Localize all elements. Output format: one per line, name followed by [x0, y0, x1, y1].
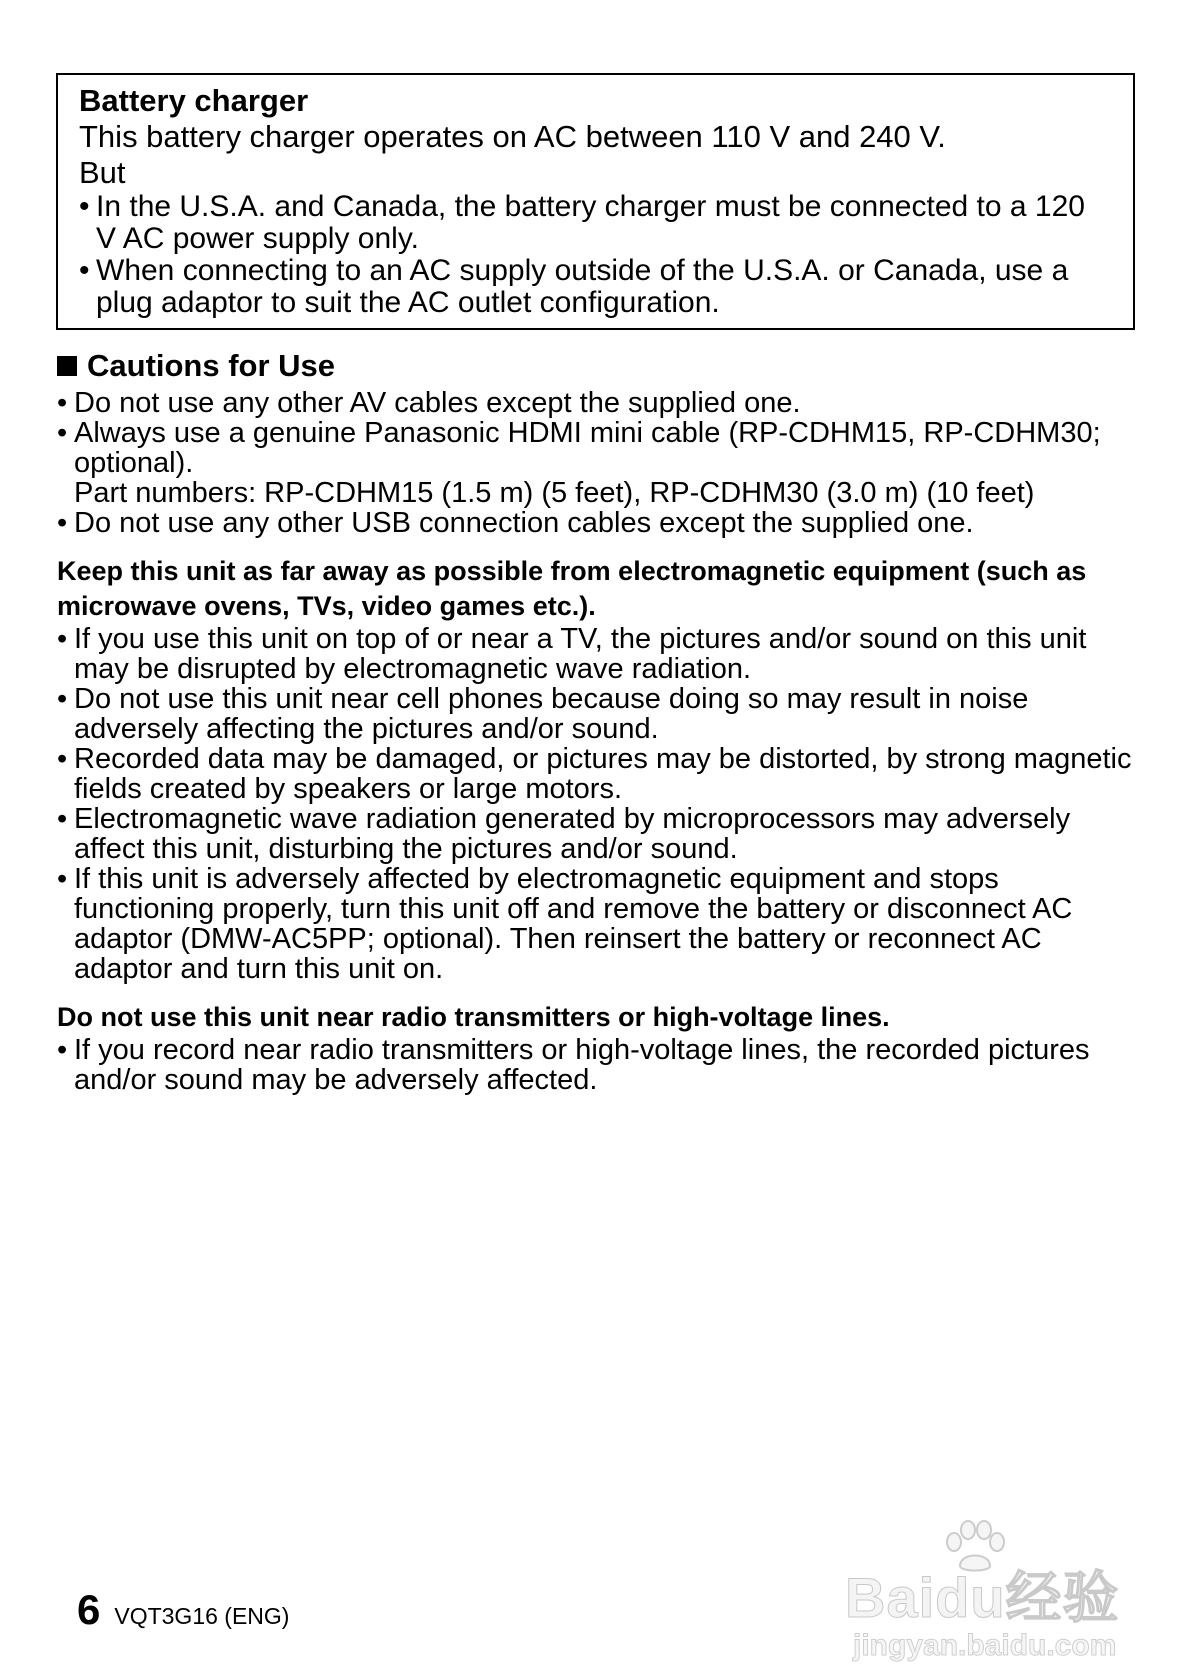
list-item: • If you record near radio transmitters or high-voltage lines, the recorded pictures and/or sound may be adversely affected.	[57, 1035, 1137, 1095]
page-number: 6	[77, 1586, 101, 1633]
battery-charger-voltage-text: This battery charger operates on AC between 110 V and 240 V.	[79, 119, 946, 154]
hdmi-cable-text: Always use a genuine Panasonic HDMI mini cable (RP-CDHM15, RP-CDHM30; optional).	[74, 417, 1101, 479]
battery-charger-box	[56, 73, 1135, 330]
part-numbers-text: Part numbers: RP-CDHM15 (1.5 m) (5 feet), RP-CDHM30 (3.0 m) (10 feet)	[74, 477, 1035, 509]
list-item: • When connecting to an AC supply outside of the U.S.A. or Canada, use a plug adaptor to suit the AC outlet configuration.	[79, 255, 1113, 319]
electromagnetic-bullets	[57, 624, 1137, 984]
list-item: • Do not use any other AV cables except the supplied one.	[57, 388, 1137, 418]
list-item: • Do not use this unit near cell phones because doing so may result in noise adversely affecting the pictures and/or sound.	[57, 684, 1137, 744]
list-item: • If this unit is adversely affected by electromagnetic equipment and stops functioning properly, turn this unit off and remove the battery or disconnect AC adaptor (DMW-AC5PP; optional). Then reinsert the battery or reconnect AC adaptor and turn this unit on.	[57, 864, 1137, 984]
watermark-brand: Baidu经验	[845, 1566, 1120, 1629]
electromagnetic-heading: Keep this unit as far away as possible from electromagnetic equipment (such as microwave ovens, TVs, video games etc.).	[57, 556, 1087, 621]
list-item: • Do not use any other USB connection cables except the supplied one.	[57, 508, 1137, 538]
radio-heading: Do not use this unit near radio transmitters or high-voltage lines.	[57, 1002, 890, 1032]
list-item: • Recorded data may be damaged, or pictures may be distorted, by strong magnetic fields created by speakers or large motors.	[57, 744, 1137, 804]
radio-bullets	[57, 1035, 1137, 1095]
list-item	[57, 418, 1137, 508]
black-square-icon	[57, 356, 77, 376]
list-item: • Electromagnetic wave radiation generated by microprocessors may adversely affect this unit, disturbing the pictures and/or sound.	[57, 804, 1137, 864]
cautions-heading	[57, 348, 1137, 384]
battery-charger-but-text: But	[79, 155, 126, 190]
list-item: • In the U.S.A. and Canada, the battery charger must be connected to a 120 V AC power supply only.	[79, 191, 1113, 255]
list-item: • If you use this unit on top of or near a TV, the pictures and/or sound on this unit may be disrupted by electromagnetic wave radiation.	[57, 624, 1137, 684]
page-footer	[77, 1588, 289, 1632]
main-content	[57, 348, 1137, 1095]
baidu-watermark	[845, 1520, 1135, 1660]
cautions-heading-text: Cautions for Use	[87, 348, 336, 383]
battery-charger-title: Battery charger	[79, 83, 309, 118]
cautions-bullets	[57, 388, 1137, 538]
watermark-url: jingyan.baidu.com	[853, 1629, 1117, 1662]
battery-charger-bullets	[79, 191, 1113, 319]
document-code: VQT3G16 (ENG)	[114, 1603, 290, 1629]
paw-print-icon	[940, 1520, 1010, 1572]
